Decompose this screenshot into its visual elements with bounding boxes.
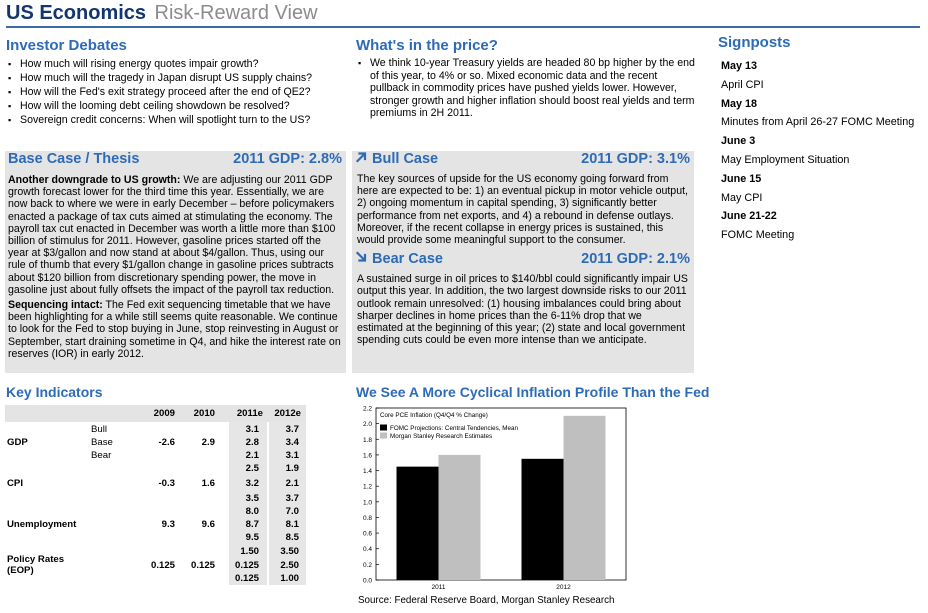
key-indicators-table — [5, 405, 306, 585]
row-label-policy-rates: Policy Rates (EOP) — [7, 554, 65, 576]
bear-case-title — [355, 251, 443, 267]
table-cell: 2.50 — [280, 560, 299, 571]
table-cell: 8.5 — [285, 532, 299, 543]
bull-case-header — [352, 151, 694, 172]
signpost-event: May CPI — [721, 191, 763, 204]
row-label-unemployment: Unemployment — [7, 519, 77, 530]
scenario-label-bull: Bull — [91, 424, 107, 435]
table-cell: 1.50 — [240, 546, 259, 557]
table-cell: 3.7 — [285, 493, 299, 504]
table-cell: 1.6 — [201, 478, 215, 489]
table-cell: 0.125 — [190, 560, 215, 571]
bar-2012-series-1 — [522, 459, 564, 580]
table-cell: 2.9 — [201, 437, 215, 448]
y-tick-label: 0.4 — [362, 546, 372, 554]
table-cell: -0.3 — [158, 478, 175, 489]
signposts-heading: Signposts — [718, 34, 791, 51]
list-item: ▪ How will the Fed's exit strategy proceed after the end of QE2? — [6, 85, 346, 99]
bar-2011-series-2 — [439, 455, 481, 580]
y-tick-label: 1.6 — [362, 452, 372, 460]
table-cell: 2.1 — [285, 478, 299, 489]
legend-label: Morgan Stanley Research Estimates — [390, 433, 493, 440]
signpost-date: May 18 — [721, 97, 758, 110]
list-item: ▪ How much will the tragedy in Japan disrupt US supply chains? — [6, 71, 346, 85]
table-cell: 3.5 — [245, 493, 259, 504]
list-item: ▪ How much will rising energy quotes impair growth? — [6, 57, 346, 71]
table-cell: 9.5 — [245, 532, 259, 543]
bull-case-paragraph: The key sources of upside for the US economy going forward from here are expected to be: 1) an eventual pickup in motor vehicle output, 2) ongoing momentum in capital spending, 3) significantly better performance from net exports, and 4) a rebound in defense outlays. Moreover, if the recent collapse in energy prices is sustained, this would provide some meaningful support to the consumer. — [357, 173, 688, 247]
bear-case-paragraph: A sustained surge in oil prices to $140/bbl could significantly impair US output this year. In addition, the two largest downside risks to our 2011 outlook remain unresolved: (1) housing imbalances could bring about sharper declines in home prices than the 6-11% drop that we estimated at the beginning of this year; (2) state and local government spending cuts could be even more intense than we anticipate. — [357, 273, 688, 347]
base-case-lead-1: Another downgrade to US growth: — [8, 174, 181, 186]
row-label-cpi: CPI — [7, 478, 23, 489]
investor-debates-section — [6, 37, 346, 127]
y-tick-label: 2.2 — [362, 405, 372, 413]
table-cell: 0.125 — [234, 573, 259, 584]
bear-case-gdp: 2011 GDP: 2.1% — [581, 251, 690, 268]
bear-case-header — [352, 251, 694, 272]
y-tick-label: 0.0 — [362, 577, 372, 585]
base-case-heading: Base Case / Thesis — [8, 151, 140, 167]
table-cell: 0.125 — [150, 560, 175, 571]
base-case-body-1: We are adjusting our 2011 GDP growth forecast lower for the third time this year. Essentially, we are now back to where we were in early December – before policymakers enacted a package of tax cuts aimed at stimulating the economy. The payroll tax cut enacted in December was worth a little more than $100 billion of stimulus for 2011. However, gasoline prices started off the year at $3/gallon and now stand at about $4/gallon. Thus, using our rule of thumb that every $1/gallon change in gasoline prices subtracts about $120 billion from discretionary spending power, the move in gasoline just about fully offsets the impact of the payroll tax reduction. — [8, 174, 336, 296]
y-tick-label: 1.0 — [362, 499, 372, 507]
signpost-date: May 13 — [721, 60, 758, 72]
y-tick-label: 0.8 — [362, 514, 372, 522]
inflation-bar-chart — [354, 404, 634, 592]
base-case-paragraph-1 — [8, 174, 343, 296]
bull-bear-panel — [352, 151, 694, 373]
list-item: ▪ We think 10-year Treasury yields are headed 80 bp higher by the end of this year, to 4% or so. Mixed economic data and the recent pullback in commodity prices have pushed yields lower. However, stronger growth and higher inflation should boost real yields and term premiums in 2H 2011. — [356, 57, 696, 120]
chart-legend — [380, 412, 518, 440]
table-cell: 9.6 — [201, 519, 215, 530]
x-tick-label: 2012 — [556, 584, 571, 591]
table-cell: 1.9 — [285, 463, 299, 474]
table-cell: 3.2 — [245, 478, 259, 489]
whats-in-price-heading: What's in the price? — [356, 37, 498, 54]
base-case-paragraph-2 — [8, 299, 343, 360]
legend-label: FOMC Projections: Central Tendencies, Mean — [390, 425, 518, 432]
bull-case-heading: Bull Case — [372, 151, 439, 167]
bull-case-gdp: 2011 GDP: 3.1% — [581, 151, 690, 167]
signpost-event: FOMC Meeting — [721, 229, 795, 242]
signpost-date: June 3 — [721, 135, 756, 148]
bar-2011-series-1 — [397, 467, 439, 580]
table-cell: 3.4 — [285, 437, 299, 448]
signpost-event: May Employment Situation — [721, 153, 850, 166]
base-case-panel — [5, 151, 346, 373]
arrow-up-right-icon — [355, 151, 368, 163]
investor-debates-list — [6, 57, 346, 127]
y-tick-label: 0.2 — [362, 561, 372, 569]
table-cell: 8.7 — [245, 519, 259, 530]
table-cell: 2.8 — [245, 437, 259, 448]
whats-in-price-section — [356, 37, 696, 120]
bull-case-text — [352, 172, 694, 246]
table-cell: 3.7 — [285, 424, 299, 435]
base-case-text — [5, 172, 346, 360]
table-cell: 3.1 — [245, 424, 259, 435]
x-tick-label: 2011 — [431, 584, 446, 591]
arrow-down-right-icon — [355, 251, 368, 263]
scenario-label-base: Base — [91, 437, 113, 448]
page-title: US Economics — [6, 2, 147, 24]
signposts-section — [718, 34, 924, 245]
table-cell: 8.1 — [285, 519, 299, 530]
signpost-event: April CPI — [721, 78, 764, 91]
chart-title: Core PCE Inflation (Q4/Q4 % Change) — [380, 412, 488, 419]
list-item: ▪ Sovereign credit concerns: When will spotlight turn to the US? — [6, 113, 346, 127]
investor-debates-heading: Investor Debates — [6, 37, 127, 54]
table-cell: 9.3 — [161, 519, 175, 530]
list-item: ▪ How will the looming debt ceiling showdown be resolved? — [6, 99, 346, 113]
table-cell: 3.1 — [285, 450, 299, 461]
whats-in-price-list — [356, 57, 696, 120]
y-tick-label: 1.8 — [362, 436, 372, 444]
page-subtitle: Risk-Reward View — [154, 2, 318, 24]
table-cell: 1.00 — [280, 573, 299, 584]
bear-case-text — [352, 272, 694, 346]
base-case-lead-2: Sequencing intact: — [8, 299, 103, 312]
bear-case-heading: Bear Case — [372, 251, 443, 268]
chart-source: Source: Federal Reserve Board, Morgan Stanley Research — [358, 595, 615, 606]
column-header-2009: 2009 — [153, 408, 175, 419]
bar-2012-series-2 — [564, 416, 606, 580]
column-header-2012e: 2012e — [274, 408, 301, 419]
y-tick-label: 2.0 — [362, 421, 372, 429]
signpost-event: Minutes from April 26-27 FOMC Meeting — [721, 116, 915, 129]
signpost-date: June 21-22 — [721, 210, 777, 223]
key-indicators-heading: Key Indicators — [6, 384, 103, 400]
title-bar — [6, 2, 920, 28]
chart-bars — [397, 416, 606, 580]
table-cell: 3.50 — [280, 546, 299, 557]
y-tick-label: 1.2 — [362, 483, 372, 491]
table-cell: 2.5 — [245, 463, 259, 474]
panel-divider — [348, 151, 350, 373]
base-case-header — [5, 151, 346, 172]
y-tick-label: 0.6 — [362, 530, 372, 538]
table-cell: -2.6 — [158, 437, 175, 448]
signpost-date: June 15 — [721, 172, 762, 185]
column-header-2011e: 2011e — [236, 408, 263, 419]
table-cell: 0.125 — [234, 560, 259, 571]
base-case-body-2: The Fed exit sequencing timetable that we have been highlighting for a while still seems quite reasonable. We continue to look for the Fed to stop buying in June, stop reinvesting in August or September, start draining sometime in Q4, and hike the interest rate on reserves (IOR) in early 2012. — [8, 299, 341, 360]
row-label-gdp: GDP — [7, 437, 28, 448]
y-tick-label: 1.4 — [362, 468, 372, 476]
legend-swatch — [380, 425, 387, 431]
table-cell: 2.1 — [245, 450, 259, 461]
column-header-2010: 2010 — [193, 408, 215, 419]
table-cell: 7.0 — [285, 506, 299, 517]
chart-heading: We See A More Cyclical Inflation Profile Than the Fed — [356, 384, 710, 400]
scenario-label-bear: Bear — [91, 450, 112, 461]
bull-case-title — [355, 151, 438, 167]
table-cell: 8.0 — [245, 506, 259, 517]
base-case-gdp: 2011 GDP: 2.8% — [233, 151, 342, 167]
legend-swatch — [380, 433, 387, 439]
